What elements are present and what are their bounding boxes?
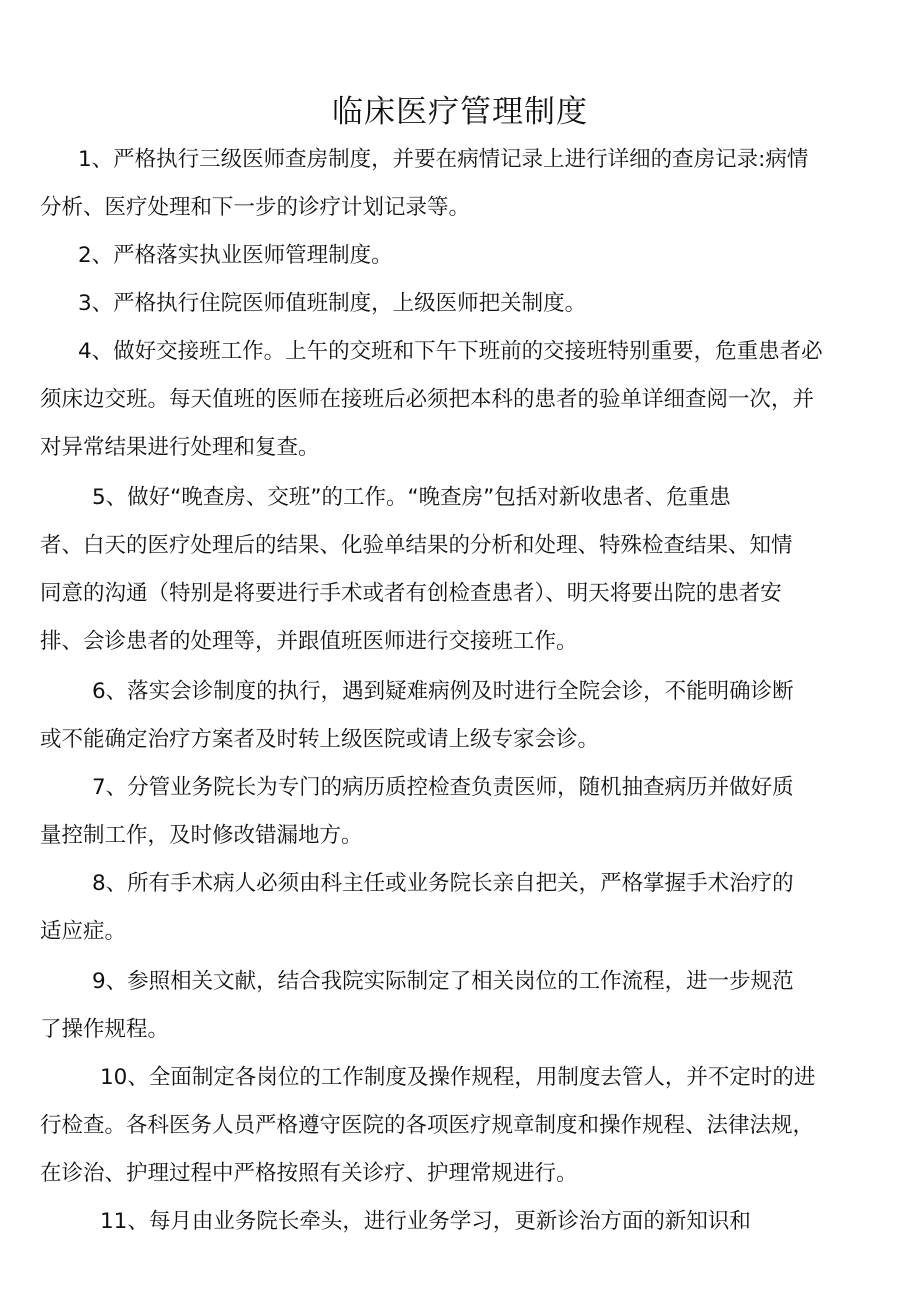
- paragraph-line: 排、会诊患者的处理等，并跟值班医师进行交接班工作。: [40, 629, 578, 654]
- paragraph-6: [40, 668, 794, 764]
- paragraph-1: [40, 136, 808, 232]
- paragraph-11: [40, 1198, 751, 1246]
- paragraph-5: [40, 474, 793, 666]
- paragraph-8: [40, 860, 794, 956]
- document-title: 临床医疗管理制度: [332, 94, 588, 130]
- paragraph-line: 6、落实会诊制度的执行，遇到疑难病例及时进行全院会诊，不能明确诊断: [92, 679, 794, 704]
- paragraph-2: [40, 232, 393, 280]
- paragraph-3: [40, 280, 586, 328]
- paragraph-line: 了操作规程。: [40, 1017, 170, 1042]
- paragraph-line: 2、严格落实执业医师管理制度。: [78, 243, 393, 268]
- paragraph-line: 9、参照相关文献，结合我院实际制定了相关岗位的工作流程，进一步规范: [92, 969, 794, 994]
- paragraph-line: 者、白天的医疗处理后的结果、化验单结果的分析和处理、特殊检查结果、知情: [40, 533, 793, 558]
- paragraph-line: 5、做好“晚查房、交班”的工作。“晚查房”包括对新收患者、危重患: [92, 485, 731, 510]
- paragraph-line: 3、严格执行住院医师值班制度，上级医师把关制度。: [78, 291, 587, 316]
- paragraph-line: 10、全面制定各岗位的工作制度及操作规程，用制度去管人，并不定时的进: [100, 1065, 816, 1090]
- paragraph-line: 对异常结果进行处理和复查。: [40, 435, 320, 460]
- paragraph-line: 8、所有手术病人必须由科主任或业务院长亲自把关，严格掌握手术治疗的: [92, 871, 794, 896]
- paragraph-line: 7、分管业务院长为专门的病历质控检查负责医师，随机抽查病历并做好质: [92, 775, 794, 800]
- paragraph-line: 同意的沟通（特别是将要进行手术或者有创检查患者）、明天将要出院的患者安: [40, 581, 782, 606]
- paragraph-line: 11、每月由业务院长牵头，进行业务学习，更新诊治方面的新知识和: [100, 1209, 751, 1234]
- paragraph-line: 须床边交班。每天值班的医师在接班后必须把本科的患者的验单详细查阅一次，并: [40, 387, 815, 412]
- paragraph-10: [40, 1054, 815, 1198]
- paragraph-4: [40, 328, 823, 472]
- paragraph-line: 1、严格执行三级医师查房制度，并要在病情记录上进行详细的查房记录:病情: [78, 147, 809, 172]
- paragraph-7: [40, 764, 794, 860]
- paragraph-line: 在诊治、护理过程中严格按照有关诊疗、护理常规进行。: [40, 1161, 578, 1186]
- paragraph-line: 分析、医疗处理和下一步的诊疗计划记录等。: [40, 195, 471, 220]
- paragraph-line: 量控制工作，及时修改错漏地方。: [40, 823, 363, 848]
- paragraph-line: 4、做好交接班工作。上午的交班和下午下班前的交接班特别重要，危重患者必: [78, 339, 823, 364]
- paragraph-line: 行检查。各科医务人员严格遵守医院的各项医疗规章制度和操作规程、法律法规，: [40, 1113, 815, 1138]
- paragraph-9: [40, 958, 794, 1054]
- paragraph-line: 或不能确定治疗方案者及时转上级医院或请上级专家会诊。: [40, 727, 600, 752]
- paragraph-line: 适应症。: [40, 919, 127, 944]
